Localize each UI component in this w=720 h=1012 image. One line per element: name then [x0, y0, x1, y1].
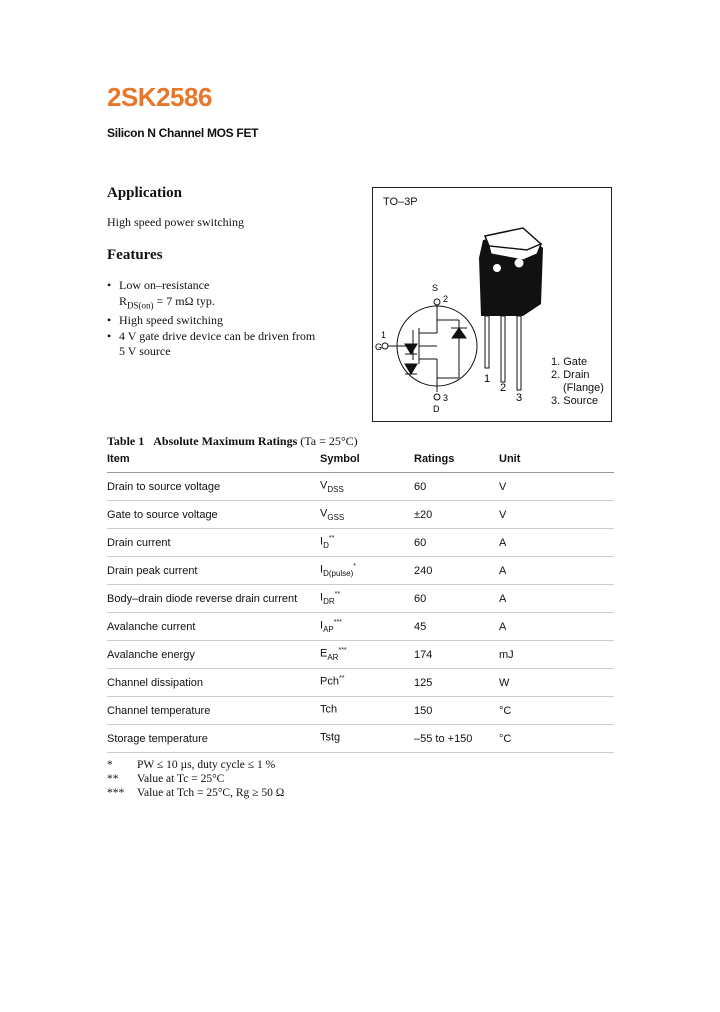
symbol-cell: $E_{AR}^{***}$	[320, 641, 414, 669]
package-name: TO–3P	[383, 196, 418, 208]
column-header-unit: Unit	[499, 446, 614, 473]
footnotes	[107, 758, 284, 800]
unit-cell: W	[499, 669, 614, 697]
rating-cell: 240	[414, 557, 499, 585]
absolute-maximum-ratings-table	[107, 446, 614, 753]
item-cell: Avalanche current	[107, 613, 320, 641]
footnote: * PW ≤ 10 µs, duty cycle ≤ 1 %	[107, 759, 276, 771]
pin-legend-item: 1. Gate	[551, 356, 588, 368]
item-cell: Drain peak current	[107, 557, 320, 585]
feature-item: • Low on–resistance	[107, 278, 210, 292]
unit-cell: A	[499, 613, 614, 641]
item-cell: Drain current	[107, 529, 320, 557]
symbol-cell: $V_{GSS}$	[320, 501, 414, 529]
item-cell: Gate to source voltage	[107, 501, 320, 529]
device-subtitle: Silicon N Channel MOS FET	[107, 126, 259, 140]
pin-legend	[551, 356, 604, 408]
symbol-cell: $I_D^{**}$	[320, 529, 414, 557]
table-row	[107, 557, 614, 585]
symbol-cell: Pch**	[320, 669, 414, 697]
terminal-3-label: 3	[443, 393, 449, 403]
terminal-g-label: G	[375, 342, 383, 352]
rating-cell: 60	[414, 473, 499, 501]
item-cell: Channel dissipation	[107, 669, 320, 697]
features-list	[107, 278, 315, 360]
rating-cell: 45	[414, 613, 499, 641]
rating-cell: 60	[414, 585, 499, 613]
unit-cell: V	[499, 473, 614, 501]
table-row	[107, 641, 614, 669]
item-cell: Body–drain diode reverse drain current	[107, 585, 320, 613]
features-heading: Features	[107, 247, 163, 263]
item-cell: Channel temperature	[107, 697, 320, 725]
terminal-d-label: D	[433, 404, 440, 414]
feature-item: • 4 V gate drive device can be driven from	[107, 328, 316, 343]
feature-item: 5 V source	[119, 344, 171, 359]
table-row	[107, 473, 614, 501]
table-row	[107, 669, 614, 697]
unit-cell: mJ	[499, 641, 614, 669]
unit-cell: A	[499, 557, 614, 585]
rating-cell: –55 to +150	[414, 725, 499, 753]
terminal-s-label: S	[432, 283, 439, 293]
footnote: *** Value at Tch = 25°C, Rg ≥ 50 Ω	[107, 787, 285, 799]
pin-legend-item: (Flange)	[563, 382, 604, 394]
rating-cell: 125	[414, 669, 499, 697]
rating-cell: 150	[414, 697, 499, 725]
terminal-1-label: 1	[381, 330, 387, 340]
unit-cell: V	[499, 501, 614, 529]
symbol-cell: Tch	[320, 697, 414, 725]
pin-legend-item: 2. Drain	[551, 369, 590, 381]
application-text: High speed power switching	[107, 215, 244, 229]
table-header-row	[107, 446, 614, 473]
table-caption: Table 1 Absolute Maximum Ratings (Ta = 25°C)	[107, 434, 358, 448]
unit-cell: A	[499, 529, 614, 557]
footnote: ** Value at Tc = 25°C	[107, 773, 225, 785]
feature-item: • High speed switching	[107, 313, 223, 328]
table-row	[107, 725, 614, 753]
symbol-cell: $I_{AP}^{***}$	[320, 613, 414, 641]
terminal-2-label: 2	[443, 294, 449, 304]
column-header-ratings: Ratings	[414, 446, 499, 473]
lead-number-1: 1	[484, 373, 491, 385]
symbol-cell: $V_{DSS}$	[320, 473, 414, 501]
item-cell: Drain to source voltage	[107, 473, 320, 501]
item-cell: Avalanche energy	[107, 641, 320, 669]
application-heading: Application	[107, 185, 183, 201]
rating-cell: 174	[414, 641, 499, 669]
item-cell: Storage temperature	[107, 725, 320, 753]
rating-cell: 60	[414, 529, 499, 557]
symbol-cell: $I_{DR}^{**}$	[320, 585, 414, 613]
package-diagram	[372, 187, 612, 422]
unit-cell: °C	[499, 697, 614, 725]
table-row	[107, 613, 614, 641]
table-row	[107, 529, 614, 557]
table-row	[107, 585, 614, 613]
table-row	[107, 697, 614, 725]
rating-cell: ±20	[414, 501, 499, 529]
lead-number-2: 2	[500, 382, 507, 394]
table-row	[107, 501, 614, 529]
unit-cell: A	[499, 585, 614, 613]
feature-item: $R_{DS(on)} = 7$ mΩ typ.	[119, 293, 215, 310]
symbol-cell: Tstg	[320, 725, 414, 753]
symbol-cell: $I_{D(pulse)}^*$	[320, 557, 414, 585]
to3p-package-illustration	[479, 228, 543, 390]
lead-number-3: 3	[516, 392, 523, 404]
column-header-item: Item	[107, 446, 320, 473]
pin-legend-item: 3. Source	[551, 395, 599, 407]
part-number-title: 2SK2586	[107, 82, 212, 112]
column-header-symbol: Symbol	[320, 446, 414, 473]
unit-cell: °C	[499, 725, 614, 753]
mosfet-schematic-icon	[382, 299, 477, 400]
